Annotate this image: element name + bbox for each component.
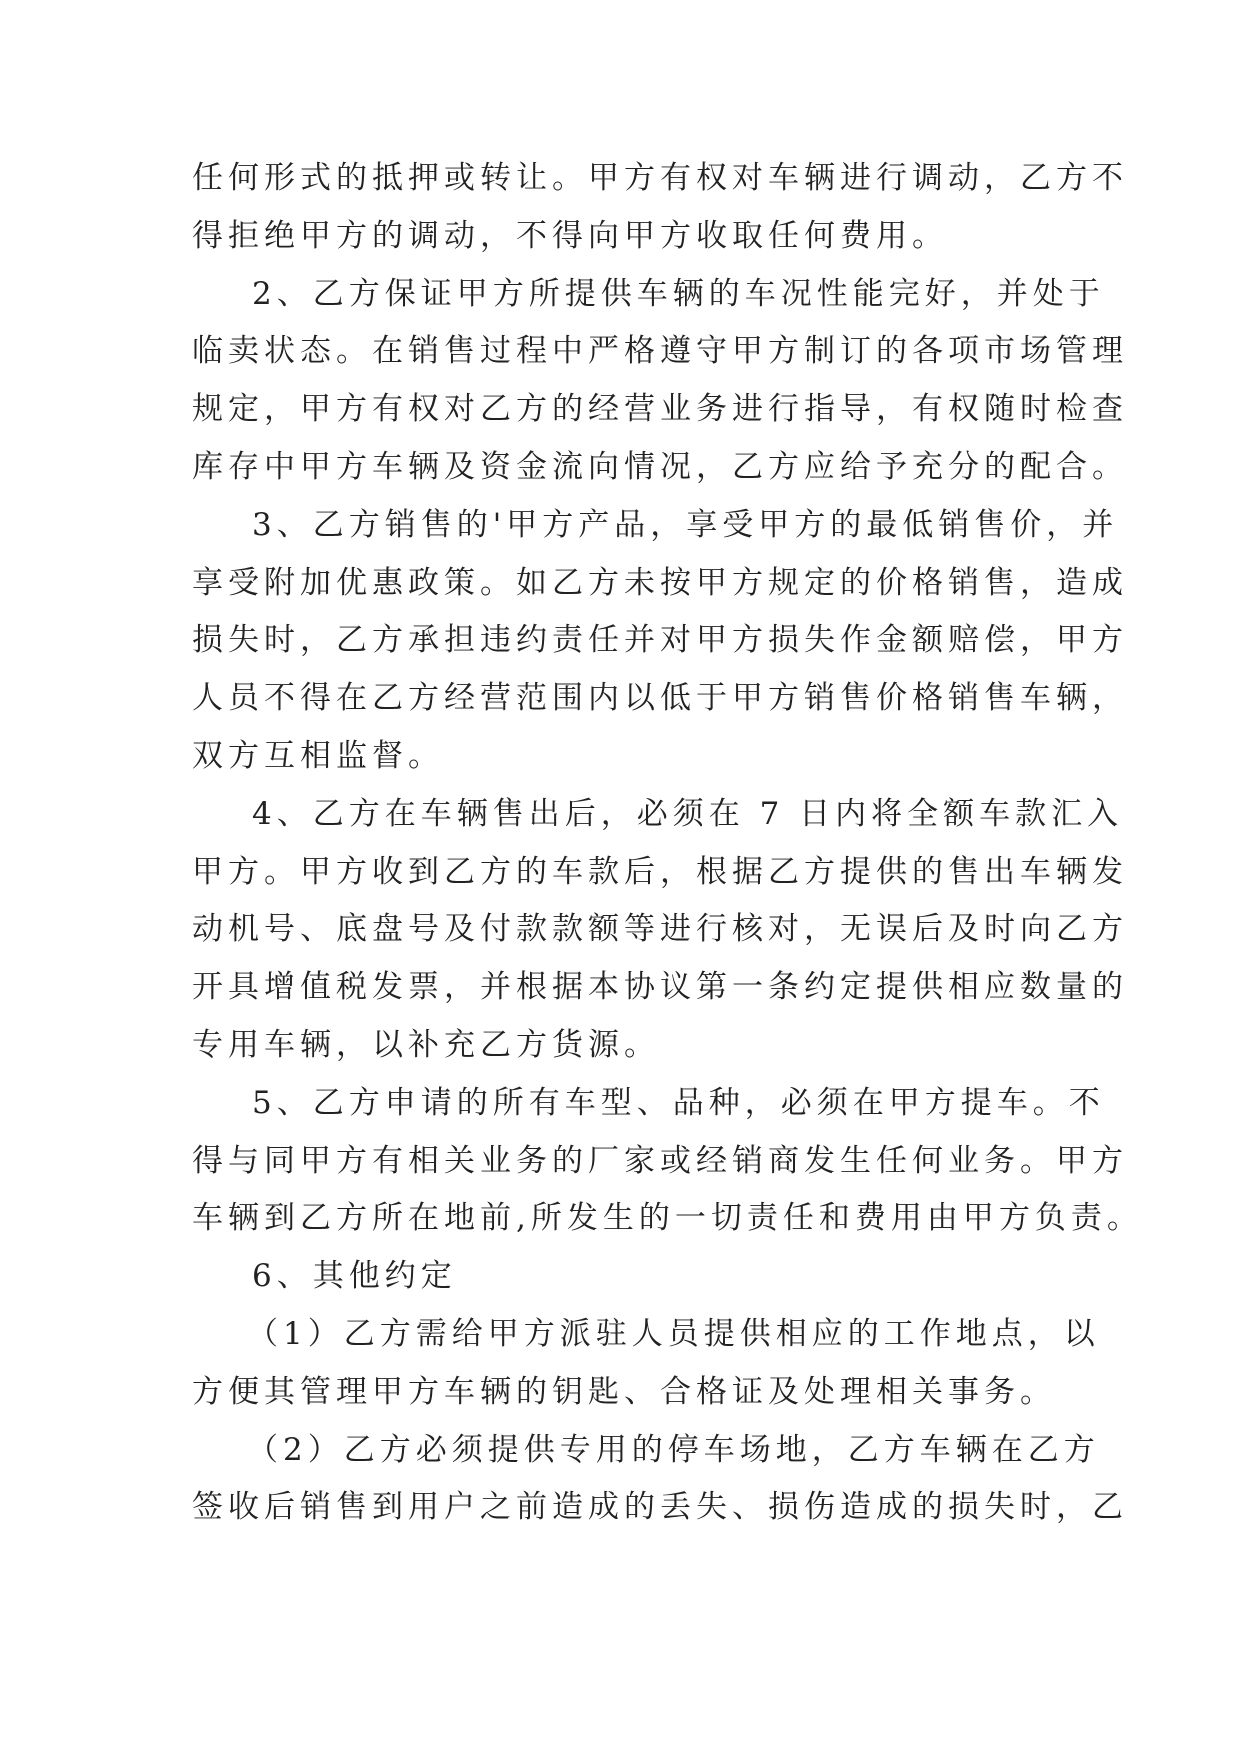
text-line: 甲方。甲方收到乙方的车款后，根据乙方提供的售出车辆发 (192, 853, 1128, 890)
text-line: 得与同甲方有相关业务的厂家或经销商发生任何业务。甲方 (192, 1142, 1128, 1179)
clause-5-line: 5、乙方申请的所有车型、品种，必须在甲方提车。不 (252, 1084, 1105, 1121)
text-line: 任何形式的抵押或转让。甲方有权对车辆进行调动，乙方不 (192, 160, 1128, 196)
text-line: 得拒绝甲方的调动，不得向甲方收取任何费用。 (192, 217, 948, 254)
text-line: 临卖状态。在销售过程中严格遵守甲方制订的各项市场管理 (192, 333, 1128, 370)
clause-4-line: 4、乙方在车辆售出后，必须在 7 日内将全额车款汇入 (252, 795, 1124, 832)
text-line: 签收后销售到用户之前造成的丢失、损伤造成的损失时，乙 (192, 1489, 1128, 1526)
text-line: 人员不得在乙方经营范围内以低于甲方销售价格销售车辆， (192, 680, 1128, 717)
clause-3-line: 3、乙方销售的'甲方产品，享受甲方的最低销售价，并 (252, 506, 1119, 543)
clause-2-line: 2、乙方保证甲方所提供车辆的车况性能完好，并处于 (252, 275, 1105, 312)
clause-6-heading: 6、其他约定 (252, 1258, 457, 1295)
text-line: 损失时，乙方承担违约责任并对甲方损失作金额赔偿，甲方 (192, 622, 1128, 659)
text-line: 方便其管理甲方车辆的钥匙、合格证及处理相关事务。 (192, 1373, 1056, 1410)
text-line: 动机号、底盘号及付款款额等进行核对，无误后及时向乙方 (192, 911, 1128, 948)
text-line: 开具增值税发票，并根据本协议第一条约定提供相应数量的 (192, 969, 1128, 1006)
text-line: 专用车辆，以补充乙方货源。 (192, 1026, 660, 1063)
text-line: 库存中甲方车辆及资金流向情况，乙方应给予充分的配合。 (192, 448, 1128, 485)
text-line: 双方互相监督。 (192, 737, 444, 774)
text-line: 车辆到乙方所在地前,所发生的一切责任和费用由甲方负责。 (192, 1200, 1143, 1237)
text-line: 规定，甲方有权对乙方的经营业务进行指导，有权随时检查 (192, 391, 1128, 428)
subclause-1-line: （1）乙方需给甲方派驻人员提供相应的工作地点，以 (247, 1315, 1100, 1352)
subclause-2-line: （2）乙方必须提供专用的停车场地，乙方车辆在乙方 (247, 1431, 1100, 1468)
document-body (192, 150, 1143, 1537)
text-line: 享受附加优惠政策。如乙方未按甲方规定的价格销售，造成 (192, 564, 1128, 601)
